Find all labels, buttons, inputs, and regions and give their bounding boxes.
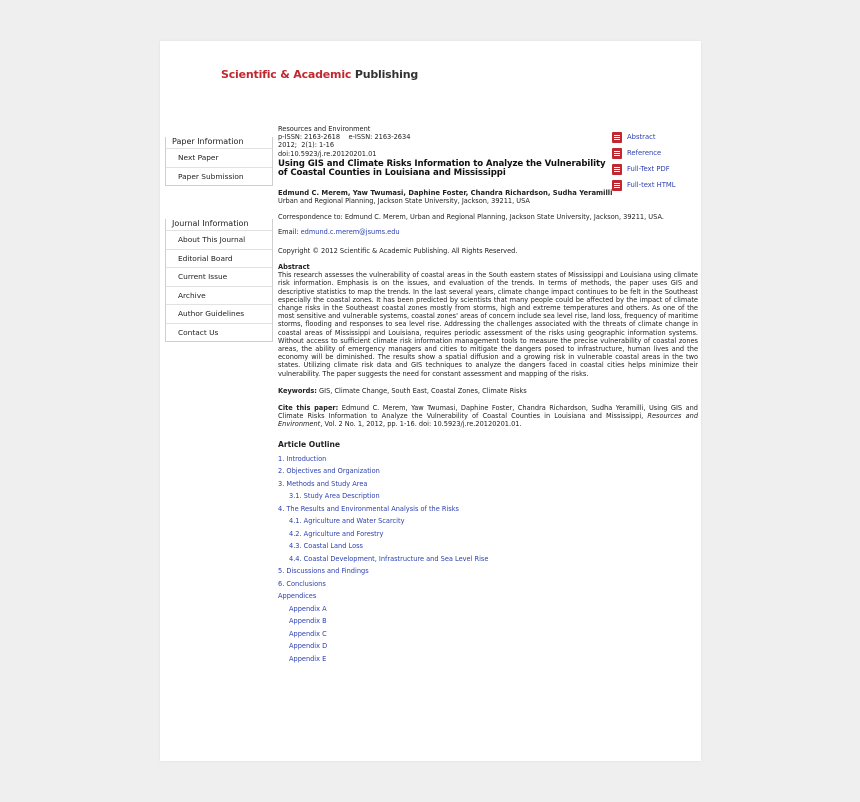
outline-item[interactable]: 5. Discussions and Findings [278, 567, 369, 576]
outline-heading: Article Outline [278, 439, 341, 449]
outline-item[interactable]: 2. Objectives and Organization [278, 467, 380, 476]
email-label: Email: [278, 227, 299, 236]
keywords-text: GIS, Climate Change, South East, Coastal Zones, Climate Risks [316, 386, 527, 395]
sidebar-item-about-journal[interactable]: About This Journal [166, 230, 272, 249]
article-authors: Edmund C. Merem, Yaw Twumasi, Daphine Foster, Chandra Richardson, Sudha Yeramilli [278, 189, 613, 197]
sidebar-item-author-guidelines[interactable]: Author Guidelines [166, 304, 272, 323]
cite-tail: , Vol. 2 No. 1, 2012, pp. 1-16. doi: 10.5923/j.re.20120201.01. [320, 420, 522, 429]
outline-item[interactable]: 6. Conclusions [278, 579, 326, 588]
sidebar-item-archive[interactable]: Archive [166, 286, 272, 305]
cite-text: Edmund C. Merem, Yaw Twumasi, Daphine Foster, Chandra Richardson, Sudha Yeramilli, Using GIS and Climate Risks Information to Analyze the Vulnerability of Coastal Counties in Louisiana and Mississippi, [278, 404, 698, 421]
outline-item[interactable]: 4.2. Agriculture and Forestry [289, 529, 384, 538]
sidebar-item-contact-us[interactable]: Contact Us [166, 323, 272, 342]
paper-information-panel [165, 137, 273, 186]
logo-text-publishing: Publishing [354, 68, 419, 81]
outline-item[interactable]: 4.1. Agriculture and Water Scarcity [289, 517, 405, 526]
keywords-label: Keywords: [278, 386, 317, 395]
correspondence: Correspondence to: Edmund C. Merem, Urban and Regional Planning, Jackson State University, Jackson, 39211, USA. [278, 213, 664, 222]
doi: doi:10.5923/j.re.20120201.01 [278, 149, 377, 158]
paper-information-heading: Paper Information [172, 137, 244, 146]
outline-item[interactable]: Appendix A [289, 604, 327, 613]
html-link[interactable] [612, 177, 676, 193]
pdf-link[interactable] [612, 161, 676, 177]
outline-item[interactable]: 4.3. Coastal Land Loss [289, 542, 363, 551]
abstract-text: This research assesses the vulnerability of coastal areas in the South eastern states of Mississippi and Louisiana using climate risk information. Emphasis is on the issues, and evaluation of the trends. In terms of methods, the paper uses GIS and descriptive statistics to map the trends. In the last several years, climate change impact continues to be felt in the Southeast especially the coastal zones. It has been predicted by scientists that many people could be affected by the impact of climate change risks in the Southeast coastal zones mostly from storms, high and extreme temperatures and others. As one of the most sensitive and vulnerable systems, coastal zones' areas of concern include sea level rise, land loss, frequency of maritime storms, flooding and responses to sea level rise. Addressing the challenges associated with the threats of climate change in coastal areas of Mississippi and Louisiana, requires periodic assessment of the risks using geographic information systems. Without access to sufficient climate risk information management tools to measure the precise vulnerability of coastal zones areas, the ability of emergency managers and cities to mitigate the dangers posed to infrastructure, human lives and the economy will be diminished. The results show a spatial diffusion and a growing risk in vulnerable coastal areas in the two states. Utilizing climate risk data and GIS techniques to analyze the dangers faced in coastal cities helps minimize their vulnerability. The paper suggests the need for constant assessment and mapping of the risks. [278, 271, 698, 378]
email-link[interactable]: edmund.c.merem@jsums.edu [300, 227, 400, 236]
reference-link-label: Reference [627, 149, 662, 157]
issn: p-ISSN: 2163-2618 e-ISSN: 2163-2634 [278, 133, 411, 142]
journal-name: Resources and Environment [278, 125, 371, 133]
reference-link[interactable] [612, 145, 676, 161]
cite-journal: Resources and Environment [278, 412, 698, 429]
outline-item[interactable]: 4. The Results and Environmental Analysis of the Risks [278, 504, 459, 513]
sidebar-item-paper-submission[interactable]: Paper Submission [166, 167, 272, 186]
outline-item[interactable]: 3. Methods and Study Area [278, 479, 368, 488]
outline-item[interactable]: Appendix D [289, 642, 328, 651]
article-title: Using GIS and Climate Risks Information to Analyze the Vulnerability of Coastal Counties in Louisiana and Mississippi [278, 158, 606, 179]
outline-item[interactable]: 4.4. Coastal Development, Infrastructure and Sea Level Rise [289, 554, 489, 563]
article-page [160, 41, 701, 761]
keywords-line [278, 387, 698, 395]
sidebar-item-next-paper[interactable]: Next Paper [166, 148, 272, 167]
html-icon [612, 180, 622, 191]
abstract-link[interactable] [612, 129, 676, 145]
outline-item[interactable]: Appendices [278, 592, 317, 601]
journal-information-heading: Journal Information [172, 219, 249, 228]
pdf-icon [612, 164, 622, 175]
abstract-icon [612, 132, 622, 143]
email-line [278, 228, 698, 236]
article-content [278, 125, 698, 665]
sidebar-item-editorial-board[interactable]: Editorial Board [166, 249, 272, 268]
issue-info: 2012; 2(1): 1-16 [278, 141, 335, 150]
outline-item[interactable]: Appendix E [289, 654, 327, 663]
publisher-logo[interactable] [221, 68, 418, 81]
abstract-heading: Abstract [278, 263, 310, 272]
reference-icon [612, 148, 622, 159]
abstract-link-label: Abstract [627, 133, 656, 141]
outline-item[interactable]: Appendix B [289, 617, 327, 626]
outline-item[interactable]: Appendix C [289, 629, 327, 638]
journal-information-panel [165, 219, 273, 342]
pdf-link-label: Full-Text PDF [627, 165, 670, 173]
outline-item[interactable]: 3.1. Study Area Description [289, 492, 380, 501]
cite-label: Cite this paper: [278, 404, 339, 413]
citation [278, 404, 698, 429]
logo-text-scientific: Scientific & Academic [221, 68, 355, 81]
html-link-label: Full-text HTML [627, 181, 676, 189]
side-links [612, 129, 676, 193]
outline-item[interactable]: 1. Introduction [278, 454, 327, 463]
copyright: Copyright © 2012 Scientific & Academic Publishing. All Rights Reserved. [278, 246, 518, 255]
article-outline [278, 453, 698, 666]
sidebar-item-current-issue[interactable]: Current Issue [166, 267, 272, 286]
author-affiliation: Urban and Regional Planning, Jackson State University, Jackson, 39211, USA [278, 197, 530, 206]
